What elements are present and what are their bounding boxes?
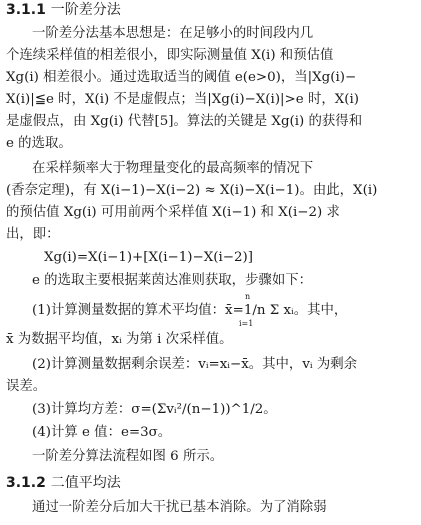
step-4: (4)计算 e 值：e=3σ。 bbox=[32, 425, 172, 440]
step-2: (2)计算测量数据剩余误差：vᵢ=xᵢ−x̄。其中，vᵢ 为剩余 bbox=[32, 357, 358, 372]
paragraph-line: Xg(i) 相差很小。通过选取适当的阈值 e(e>0)，当|Xg(i)− bbox=[6, 70, 357, 85]
prediction-formula: Xg(i)=X(i−1)+[X(i−1)−X(i−2)] bbox=[44, 250, 253, 265]
paragraph-line: 在采样频率大于物理量变化的最高频率的情况下 bbox=[32, 161, 314, 176]
paragraph-line: X(i)|≦e 时，X(i) 不是虚假点；当|Xg(i)−X(i)|>e 时，X(i) bbox=[6, 92, 360, 107]
step-3: (3)计算均方差：σ=(Σvᵢ²/(n−1))^1/2。 bbox=[32, 402, 277, 417]
section-number: 3.1.1 bbox=[6, 2, 46, 18]
paragraph-line: 一阶差分算法流程如图 6 所示。 bbox=[32, 449, 224, 464]
paragraph-line: e 的选取。 bbox=[6, 136, 72, 151]
sum-upper-limit: n bbox=[245, 292, 251, 301]
section-number: 3.1.2 bbox=[6, 475, 46, 491]
paragraph-line: 的预估值 Xg(i) 可用前两个采样值 X(i−1) 和 X(i−2) 求 bbox=[6, 205, 340, 220]
paragraph-line: (香奈定理)，有 X(i−1)−X(i−2) ≈ X(i)−X(i−1)。由此，X(i) bbox=[6, 183, 378, 198]
section-heading-3-1-2 bbox=[6, 475, 417, 492]
paragraph-line: 通过一阶差分后加大干扰已基本消除。为了消除弱 bbox=[32, 500, 327, 515]
section-title: 二值平均法 bbox=[50, 475, 121, 491]
sum-lower-limit: i=1 bbox=[239, 319, 254, 328]
paragraph-line: 个连续采样值的相差很小，即实际测量值 X(i) 和预估值 bbox=[6, 48, 334, 63]
paragraph-line: e 的选取主要根据莱茵达准则获取，步骤如下： bbox=[32, 273, 312, 288]
section-heading-3-1-1 bbox=[6, 2, 417, 19]
step-1 bbox=[6, 302, 417, 319]
paragraph-line: 出，即： bbox=[6, 227, 60, 242]
step-1-continuation: x̄ 为数据平均值，xᵢ 为第 i 次采样值。 bbox=[6, 332, 233, 347]
step-2-continuation: 误差。 bbox=[6, 379, 47, 394]
step-1-text: (1)计算测量数据的算术平均值：x̄=1/n Σ xᵢ。其中， bbox=[32, 303, 348, 318]
section-title: 一阶差分法 bbox=[50, 2, 121, 18]
paragraph-line: 是虚假点，由 Xg(i) 代替[5]。算法的关键是 Xg(i) 的获得和 bbox=[6, 114, 363, 129]
paragraph-line: 一阶差分法基本思想是：在足够小的时间段内几 bbox=[32, 26, 314, 41]
